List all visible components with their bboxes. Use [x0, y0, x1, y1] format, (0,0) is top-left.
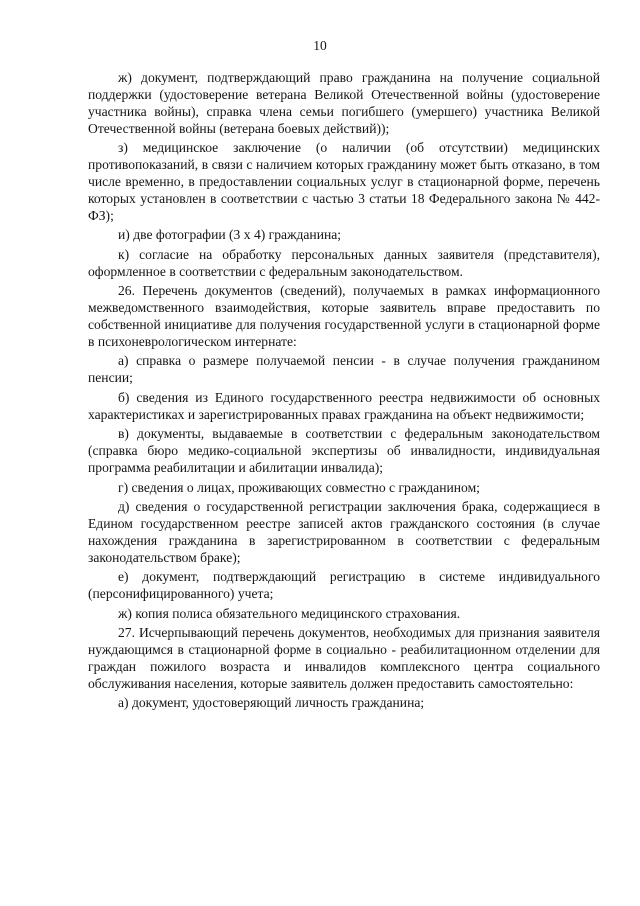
item-z-medical-conclusion: з) медицинское заключение (о наличии (об отсутствии) медицинских противопоказаний, в связи с наличием которых гражданину может быть отказано, в том числе временно, в предоставлении социальных услуг в стационарной форме, перечень которых установлен в соответствии с частью 3 статьи 18 Федерального закона № 442-ФЗ); — [88, 140, 600, 223]
document-body — [88, 70, 600, 715]
section-27-intro: 27. Исчерпывающий перечень документов, необходимых для признания заявителя нуждающимся в стационарной форме в социально - реабилитационном отделении для граждан пожилого возраста и инвалидов комплексного центра социального обслуживания населения, которые заявитель должен предоставить самостоятельно: — [88, 625, 600, 691]
item-a-identity-document: а) документ, удостоверяющий личность гражданина; — [118, 695, 425, 711]
item-d-marriage-registration: д) сведения о государственной регистрации заключения брака, содержащиеся в Едином государственном реестре записей актов гражданского состояния (в случае нахождения гражданина в зарегистрированном в соответствии с федеральным законодательством браке); — [88, 499, 600, 565]
item-zh-veteran-document: ж) документ, подтверждающий право гражданина на получение социальной поддержки (удостоверение ветерана Великой Отечественной войны (удостоверение участника войны), справка члена семьи погибшего (умершего) участника Великой Отечественной войны (ветерана боевых действий)); — [88, 70, 600, 136]
item-a-pension-certificate: а) справка о размере получаемой пенсии - в случае получения гражданином пенсии; — [88, 353, 600, 386]
page-number: 10 — [313, 38, 327, 53]
item-zh-medical-insurance-policy: ж) копия полиса обязательного медицинского страхования. — [118, 605, 461, 621]
item-i-photographs: и) две фотографии (3 х 4) гражданина; — [118, 227, 342, 243]
item-k-personal-data-consent: к) согласие на обработку персональных данных заявителя (представителя), оформленное в соответствии с федеральным законодательством. — [88, 246, 600, 279]
item-v-disability-documents: в) документы, выдаваемые в соответствии с федеральным законодательством (справка бюро медико-социальной экспертизы об инвалидности, индивидуальная программа реабилитации и абилитации инвалида); — [88, 426, 600, 476]
item-e-personal-account-registration: е) документ, подтверждающий регистрацию в системе индивидуального (персонифицированного) учета; — [88, 569, 600, 602]
item-g-cohabitants: г) сведения о лицах, проживающих совместно с гражданином; — [118, 479, 480, 495]
section-26-intro: 26. Перечень документов (сведений), получаемых в рамках информационного межведомственного взаимодействия, которые заявитель вправе предоставить по собственной инициативе для получения государственной услуги в стационарной форме в психоневрологическом интернате: — [88, 283, 600, 349]
item-b-real-estate-registry: б) сведения из Единого государственного реестра недвижимости об основных характеристиках и зарегистрированных правах гражданина на объект недвижимости; — [88, 389, 600, 422]
